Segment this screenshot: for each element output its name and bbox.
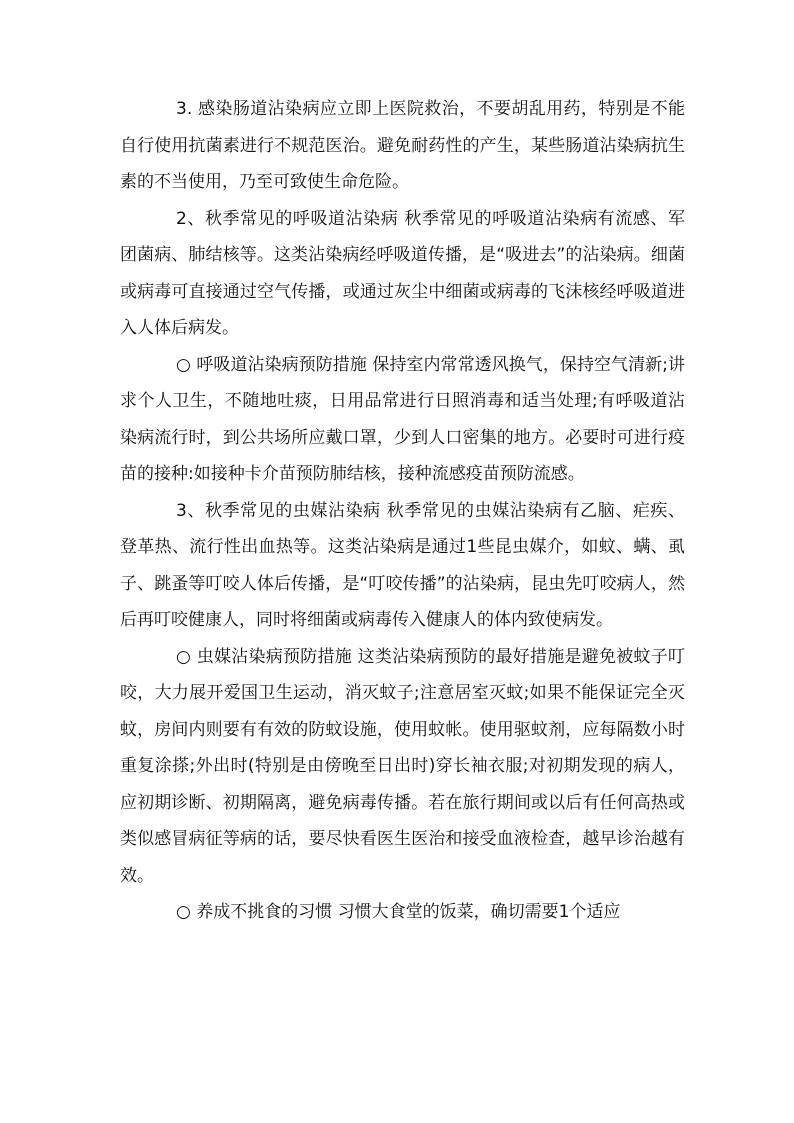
paragraph-insect-borne-prevention: ○ 虫媒沾染病预防措施 这类沾染病预防的最好措施是避免被蚊子叮咬，大力展开爱国卫生运动，消灭蚊子;注意居室灭蚊;如果不能保证完全灭蚊，房间内则要有有效的防蚊设施，使用蚊帐。使用驱蚊剂，应每隔数小时重复涂搽;外出时(特别是由傍晚至日出时)穿长袖衣服;对初期发现的病人，应初期诊断、初期隔离，避免病毒传播。若在旅行期间或以后有任何高热或类似感冒病征等病的话，要尽快看医生医治和接受血液检查，越早诊治越有效。 (120, 646, 685, 886)
paragraph-insect-borne-diseases: 3、秋季常见的虫媒沾染病 秋季常见的虫媒沾染病有乙脑、疟疾、登革热、流行性出血热等。这类沾染病是通过1些昆虫媒介，如蚊、螨、虱子、跳蚤等叮咬人体后传播，是“叮咬传播”的沾染病，昆虫先叮咬病人，然后再叮咬健康人，同时将细菌或病毒传入健康人的体内致使病发。 (120, 500, 685, 630)
paragraph-intestinal-treatment: 3. 感染肠道沾染病应立即上医院救治，不要胡乱用药，特别是不能自行使用抗菌素进行不规范医治。避免耐药性的产生，某些肠道沾染病抗生素的不当使用，乃至可致使生命危险。 (120, 99, 685, 192)
paragraph-respiratory-prevention: ○ 呼吸道沾染病预防措施 保持室内常常透风换气，保持空气清新;讲求个人卫生，不随地吐痰，日用品常进行日照消毒和适当处理;有呼吸道沾染病流行时，到公共场所应戴口罩，少到人口密集的地方。必要时可进行疫苗的接种:如接种卡介苗预防肺结核，接种流感疫苗预防流感。 (120, 354, 685, 484)
paragraph-respiratory-diseases: 2、秋季常见的呼吸道沾染病 秋季常见的呼吸道沾染病有流感、军团菌病、肺结核等。这类沾染病经呼吸道传播，是“吸进去”的沾染病。细菌或病毒可直接通过空气传播，或通过灰尘中细菌或病毒的飞沫核经呼吸道进入人体后病发。 (120, 208, 685, 338)
document-body (120, 91, 685, 931)
paragraph-eating-habits: ○ 养成不挑食的习惯 习惯大食堂的饭菜，确切需要1个适应 (176, 902, 621, 922)
